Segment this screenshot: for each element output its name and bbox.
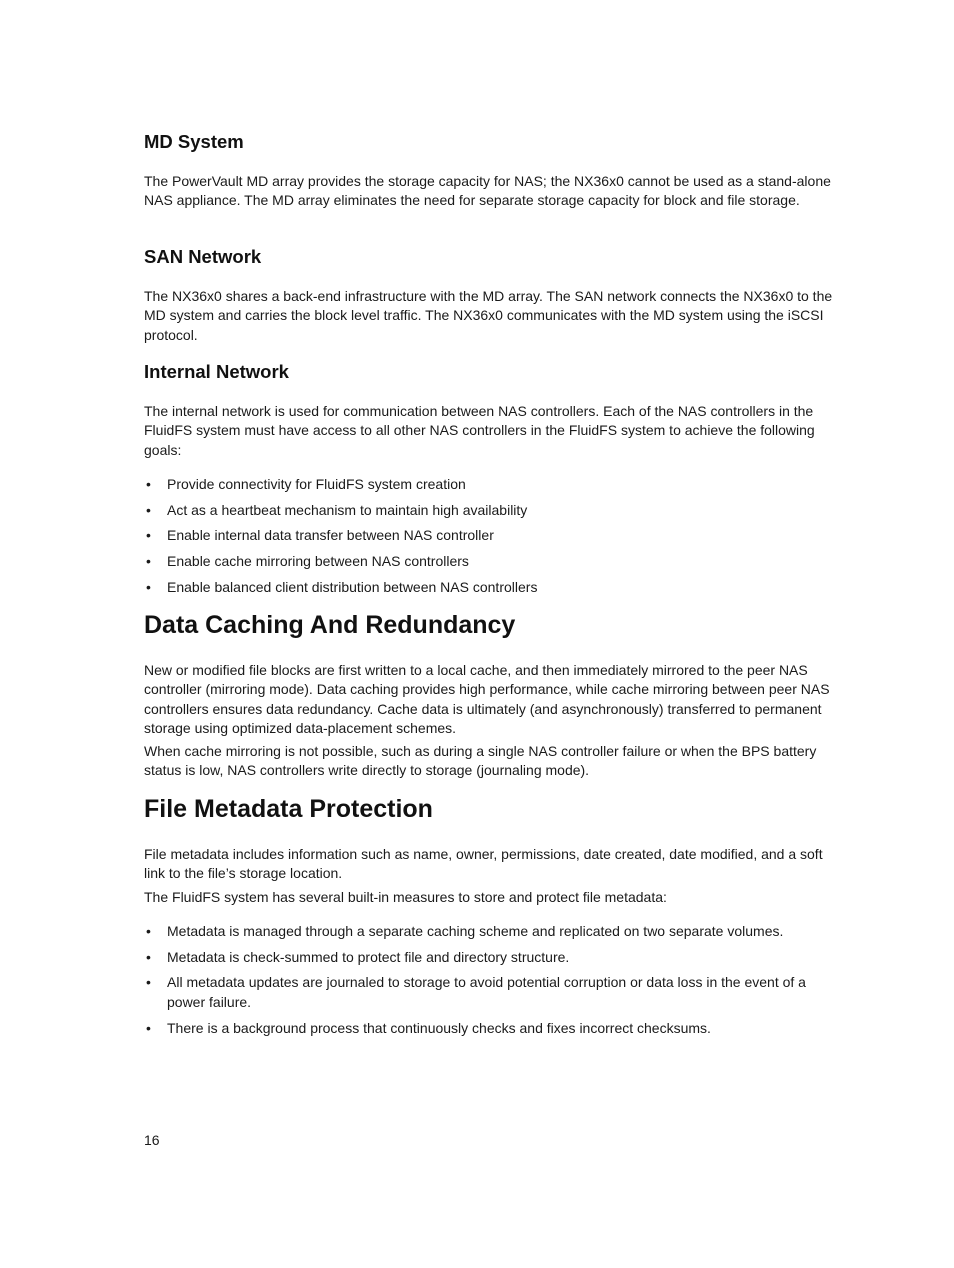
list-item-text: Metadata is managed through a separate caching scheme and replicated on two separate volumes. bbox=[167, 923, 784, 939]
list-item bbox=[144, 501, 840, 520]
bullet-icon: • bbox=[146, 974, 151, 991]
list-item-text: Enable internal data transfer between NAS controller bbox=[167, 527, 494, 544]
list-item bbox=[144, 578, 840, 597]
internal-network-goals-list bbox=[144, 475, 840, 597]
bullet-icon: • bbox=[146, 923, 151, 939]
list-item bbox=[144, 526, 840, 545]
list-item bbox=[144, 1019, 840, 1038]
list-item-text: There is a background process that continuously checks and fixes incorrect checksums. bbox=[167, 1019, 711, 1036]
heading-internal-network: Internal Network bbox=[144, 361, 289, 382]
heading-file-metadata: File Metadata Protection bbox=[144, 795, 433, 823]
bullet-icon: • bbox=[146, 578, 151, 595]
paragraph-san-network: The NX36x0 shares a back-end infrastructure with the MD array. The SAN network connects the NX36x0 to the MD system and carries the block level traffic. The NX36x0 communicates with the MD system using the iSCSI protocol. bbox=[144, 288, 833, 343]
paragraph-file-metadata-1: File metadata includes information such as name, owner, permissions, date created, date modified, and a soft link to the file’s storage location. bbox=[144, 846, 823, 882]
list-item-text: Enable balanced client distribution between NAS controllers bbox=[167, 578, 538, 595]
list-item-text: All metadata updates are journaled to storage to avoid potential corruption or data loss in the event of a power failure. bbox=[167, 974, 806, 1010]
heading-md-system: MD System bbox=[144, 131, 244, 152]
bullet-icon: • bbox=[146, 501, 151, 518]
list-item-text: Metadata is check-summed to protect file and directory structure. bbox=[167, 948, 570, 965]
paragraph-md-system: The PowerVault MD array provides the storage capacity for NAS; the NX36x0 cannot be used as a stand-alone NAS appliance. The MD array eliminates the need for separate storage capacity for block and file storage. bbox=[144, 173, 831, 209]
heading-san-network: SAN Network bbox=[144, 246, 262, 267]
list-item bbox=[144, 552, 840, 571]
list-item bbox=[144, 922, 840, 941]
list-item bbox=[144, 973, 840, 1012]
paragraph-file-metadata-2: The FluidFS system has several built-in measures to store and protect file metadata: bbox=[144, 889, 667, 905]
paragraph-data-caching-1: New or modified file blocks are first written to a local cache, and then immediately mirrored to the peer NAS controller (mirroring mode). Data caching provides high performance, while cache mirroring between peer NAS controllers ensures data redundancy. Cache data is ultimately (and asynchronously) transferred to permanent storage using optimized data-placement schemes. bbox=[144, 662, 830, 737]
list-item bbox=[144, 475, 840, 494]
metadata-measures-list bbox=[144, 922, 840, 1038]
bullet-icon: • bbox=[146, 948, 151, 965]
list-item-text: Enable cache mirroring between NAS controllers bbox=[167, 553, 469, 570]
paragraph-data-caching-2: When cache mirroring is not possible, such as during a single NAS controller failure or when the BPS battery status is low, NAS controllers write directly to storage (journaling mode). bbox=[144, 743, 817, 779]
bullet-icon: • bbox=[146, 1019, 151, 1036]
list-item bbox=[144, 948, 840, 967]
list-item-text: Provide connectivity for FluidFS system creation bbox=[167, 476, 466, 492]
page-number: 16 bbox=[144, 1132, 160, 1148]
bullet-icon: • bbox=[146, 476, 151, 492]
list-item-text: Act as a heartbeat mechanism to maintain high availability bbox=[167, 501, 528, 518]
paragraph-internal-network: The internal network is used for communication between NAS controllers. Each of the NAS controllers in the FluidFS system must have access to all other NAS controllers in the FluidFS system to achieve the following goals: bbox=[144, 403, 815, 458]
bullet-icon: • bbox=[146, 527, 151, 544]
heading-data-caching: Data Caching And Redundancy bbox=[144, 611, 516, 639]
bullet-icon: • bbox=[146, 553, 151, 570]
